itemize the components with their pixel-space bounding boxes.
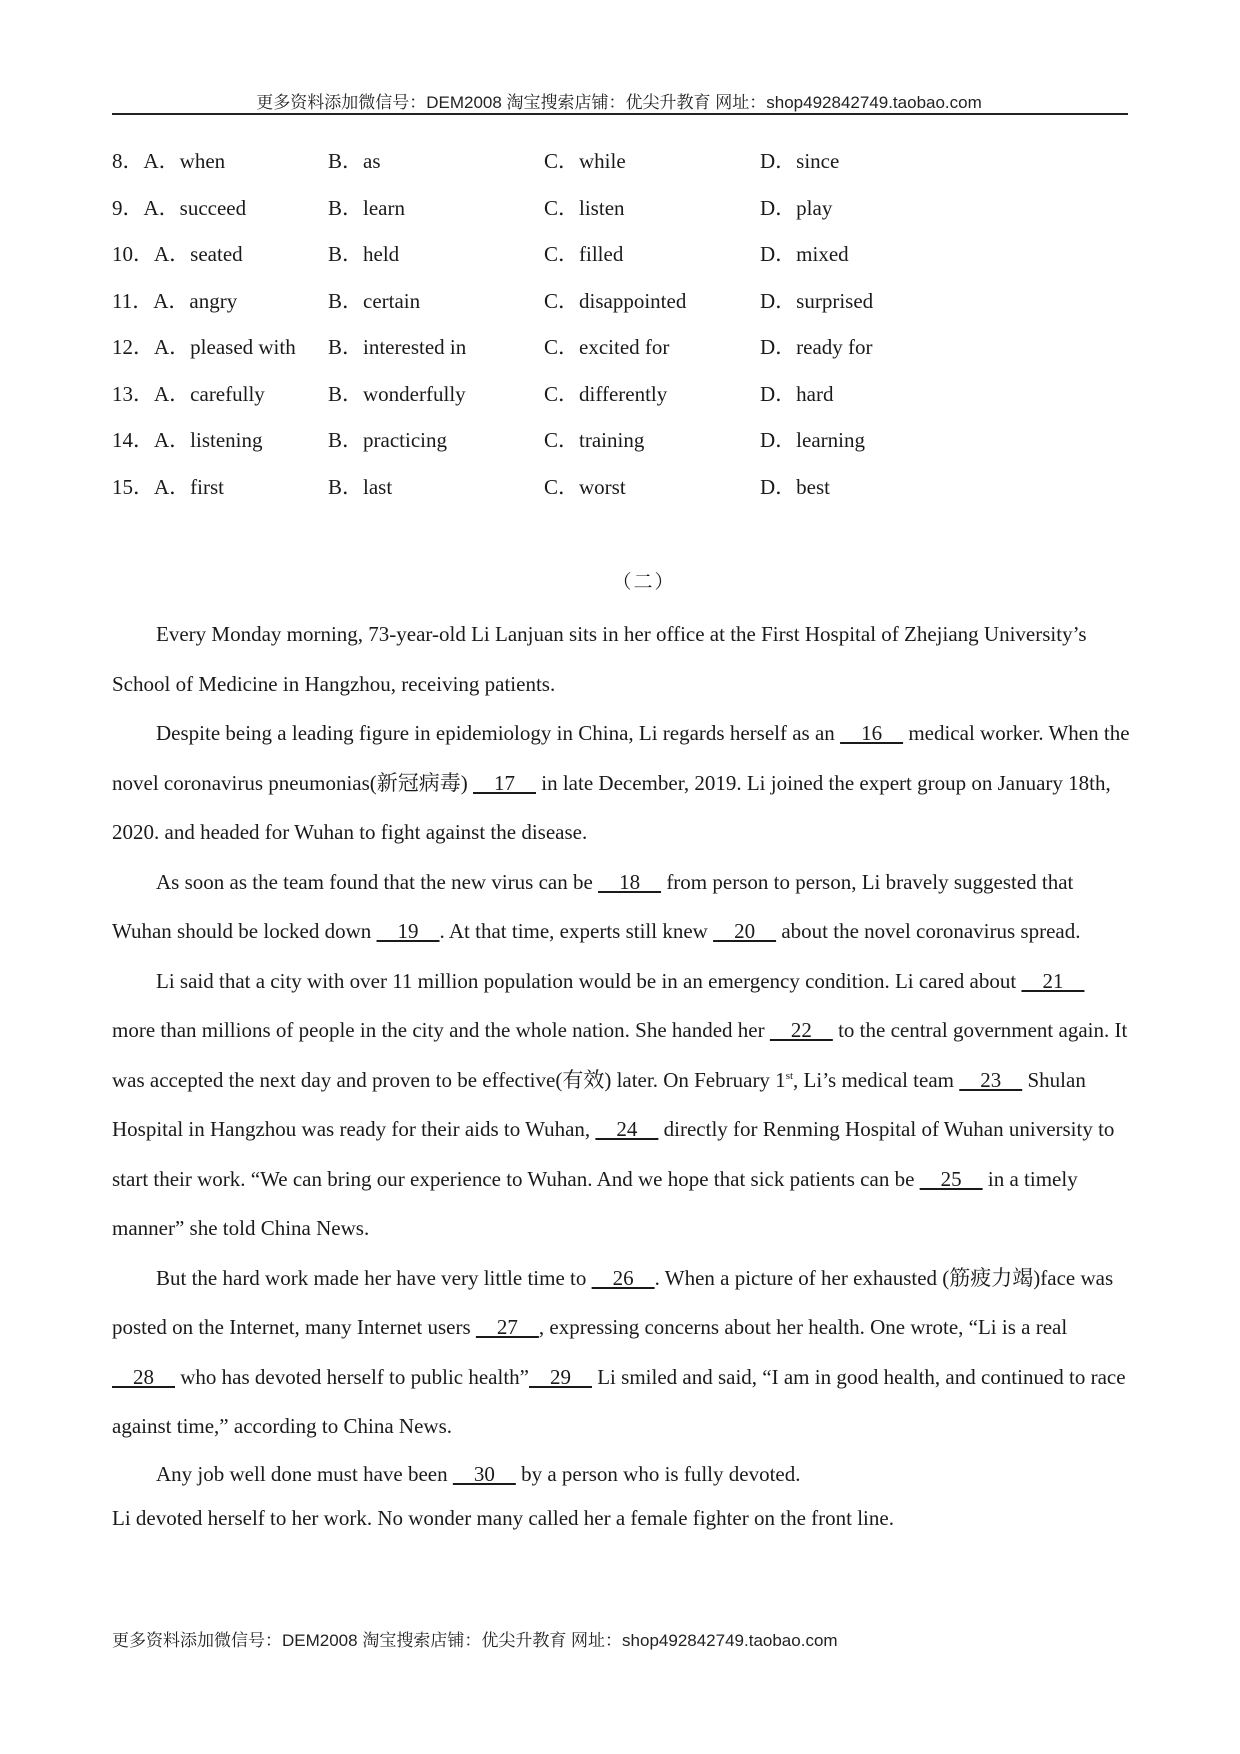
option-b: wonderfully xyxy=(363,381,466,406)
option-a: pleased with xyxy=(190,335,296,359)
blank-20[interactable]: 20 xyxy=(713,919,777,943)
question-row-12 xyxy=(112,332,1126,379)
option-b: last xyxy=(363,474,393,499)
option-d-label: D． xyxy=(760,288,797,313)
blank-16[interactable]: 16 xyxy=(840,721,904,745)
question-row-9 xyxy=(112,193,1126,240)
blank-29[interactable]: 29 xyxy=(528,1364,592,1389)
option-a: carefully xyxy=(190,381,265,406)
option-b: learn xyxy=(363,195,405,220)
option-b-label: B． xyxy=(328,149,364,173)
question-number: 9．A． xyxy=(112,195,180,220)
option-d: best xyxy=(796,474,830,499)
option-a: angry xyxy=(189,288,238,313)
option-c: filled xyxy=(579,242,624,266)
option-b: practicing xyxy=(363,428,447,452)
paragraph-5: But the hard work made her have very little time to 26 . When a picture of her exhausted (筋疲力竭)face was posted on the Internet, many Internet users 27 , expressing concerns about her health. One wrote, “Li is a real 28 who has devoted herself to public health” 29 Li smiled and said, “I am in good health, and continued to race against time,” according to China News. xyxy=(112,1265,1126,1438)
option-d-label: D． xyxy=(760,149,797,173)
option-d: hard xyxy=(796,381,834,406)
option-c-label: C． xyxy=(544,288,580,313)
option-d: surprised xyxy=(796,288,874,313)
header-rule xyxy=(112,113,1128,115)
option-d: mixed xyxy=(796,242,849,266)
option-b-label: B． xyxy=(328,474,364,499)
option-c-label: C． xyxy=(544,474,580,499)
paragraph-7: Li devoted herself to her work. No wonder many called her a female fighter on the front line. xyxy=(112,1505,894,1530)
option-d-label: D． xyxy=(760,242,797,266)
option-d-label: D． xyxy=(760,195,797,220)
option-d-label: D． xyxy=(760,474,797,499)
option-b-label: B． xyxy=(328,242,364,266)
option-d: learning xyxy=(796,428,865,452)
page-footer: 更多资料添加微信号：DEM2008 淘宝搜索店铺：优尖升教育 网址：shop492842749.taobao.com xyxy=(112,1631,838,1650)
option-a: first xyxy=(190,474,224,499)
question-number: 13．A． xyxy=(112,381,191,406)
ordinal-suffix: st xyxy=(785,1069,794,1082)
question-row-15 xyxy=(112,472,1126,519)
option-d: since xyxy=(796,149,840,173)
question-number: 15．A． xyxy=(112,474,191,499)
option-b-label: B． xyxy=(328,335,364,359)
option-a: succeed xyxy=(179,195,247,220)
option-d-label: D． xyxy=(760,335,797,359)
option-b: interested in xyxy=(363,335,467,359)
option-a: when xyxy=(179,149,226,173)
option-c: excited for xyxy=(579,335,670,359)
blank-18[interactable]: 18 xyxy=(598,869,662,894)
paragraph-1: Every Monday morning, 73-year-old Li Lanjuan sits in her office at the First Hospital of Zhejiang University’s School of Medicine in Hangzhou, receiving patients. xyxy=(112,622,1087,696)
paragraph-3: As soon as the team found that the new virus can be 18 from person to person, Li bravely suggested that Wuhan should be locked down 19 . At that time, experts still knew 20 about the novel coronavirus spread. xyxy=(112,869,1081,943)
option-b: held xyxy=(363,242,400,266)
option-c-label: C． xyxy=(544,195,580,220)
question-row-8 xyxy=(112,146,1126,193)
option-b-label: B． xyxy=(328,195,364,220)
blank-25[interactable]: 25 xyxy=(919,1166,983,1191)
question-number: 12．A． xyxy=(112,335,191,359)
reading-passage xyxy=(112,610,1132,1540)
paragraph-4: Li said that a city with over 11 million population would be in an emergency condition. Li cared about 21 more than millions of people in the city and the whole nation. She handed her 22 to the central government again. It was accepted the next day and proven to be effective(有效) later. On February 1st, Li’s medical team 23 Shulan Hospital in Hangzhou was ready for their aids to Wuhan, 24 directly for Renming Hospital of Wuhan university to start their work. “We can bring our experience to Wuhan. And we hope that sick patients can be 25 in a timely manner” she told China News. xyxy=(112,968,1128,1240)
page-header: 更多资料添加微信号：DEM2008 淘宝搜索店铺：优尖升教育 网址：shop492842749.taobao.com xyxy=(256,93,982,112)
option-d: ready for xyxy=(796,335,873,359)
question-row-10 xyxy=(112,239,1126,286)
option-c-label: C． xyxy=(544,335,580,359)
option-d-label: D． xyxy=(760,428,797,452)
option-c: worst xyxy=(579,474,626,499)
question-row-13 xyxy=(112,379,1126,426)
section-title: （二） xyxy=(612,572,676,593)
blank-28[interactable]: 28 xyxy=(112,1364,175,1389)
option-c: listen xyxy=(579,195,625,220)
question-row-11 xyxy=(112,286,1126,333)
question-number: 10．A． xyxy=(112,242,191,266)
option-a: seated xyxy=(190,242,243,266)
option-c-label: C． xyxy=(544,381,580,406)
paragraph-6: Any job well done must have been 30 by a person who is fully devoted. xyxy=(156,1461,801,1486)
option-b-label: B． xyxy=(328,381,364,406)
blank-24[interactable]: 24 xyxy=(595,1117,659,1141)
blank-17[interactable]: 17 xyxy=(473,770,537,795)
options-list xyxy=(112,146,1126,518)
option-c-label: C． xyxy=(544,242,580,266)
option-c: differently xyxy=(579,381,668,406)
blank-30[interactable]: 30 xyxy=(452,1461,516,1486)
option-d: play xyxy=(796,195,833,220)
blank-27[interactable]: 27 xyxy=(475,1315,539,1339)
option-c: disappointed xyxy=(579,288,687,313)
question-number: 14．A． xyxy=(112,428,191,452)
question-row-14 xyxy=(112,425,1126,472)
option-b-label: B． xyxy=(328,428,364,452)
blank-23[interactable]: 23 xyxy=(959,1067,1023,1092)
blank-22[interactable]: 22 xyxy=(769,1018,833,1042)
option-c: training xyxy=(579,428,645,452)
paragraph-2: Despite being a leading figure in epidemiology in China, Li regards herself as an 16 medical worker. When the novel coronavirus pneumonias(新冠病毒) 17 in late December, 2019. Li joined the expert group on January 18th, 2020. and headed for Wuhan to fight against the disease. xyxy=(112,721,1130,844)
option-b: as xyxy=(363,149,381,173)
blank-26[interactable]: 26 xyxy=(591,1265,655,1290)
option-c: while xyxy=(579,149,626,173)
blank-21[interactable]: 21 xyxy=(1021,968,1085,993)
blank-19[interactable]: 19 xyxy=(376,919,440,943)
option-b-label: B． xyxy=(328,288,364,313)
option-c-label: C． xyxy=(544,428,580,452)
question-number: 11．A． xyxy=(112,288,190,313)
option-a: listening xyxy=(190,428,263,452)
question-number: 8．A． xyxy=(112,149,180,173)
option-c-label: C． xyxy=(544,149,580,173)
option-b: certain xyxy=(363,288,421,313)
option-d-label: D． xyxy=(760,381,797,406)
